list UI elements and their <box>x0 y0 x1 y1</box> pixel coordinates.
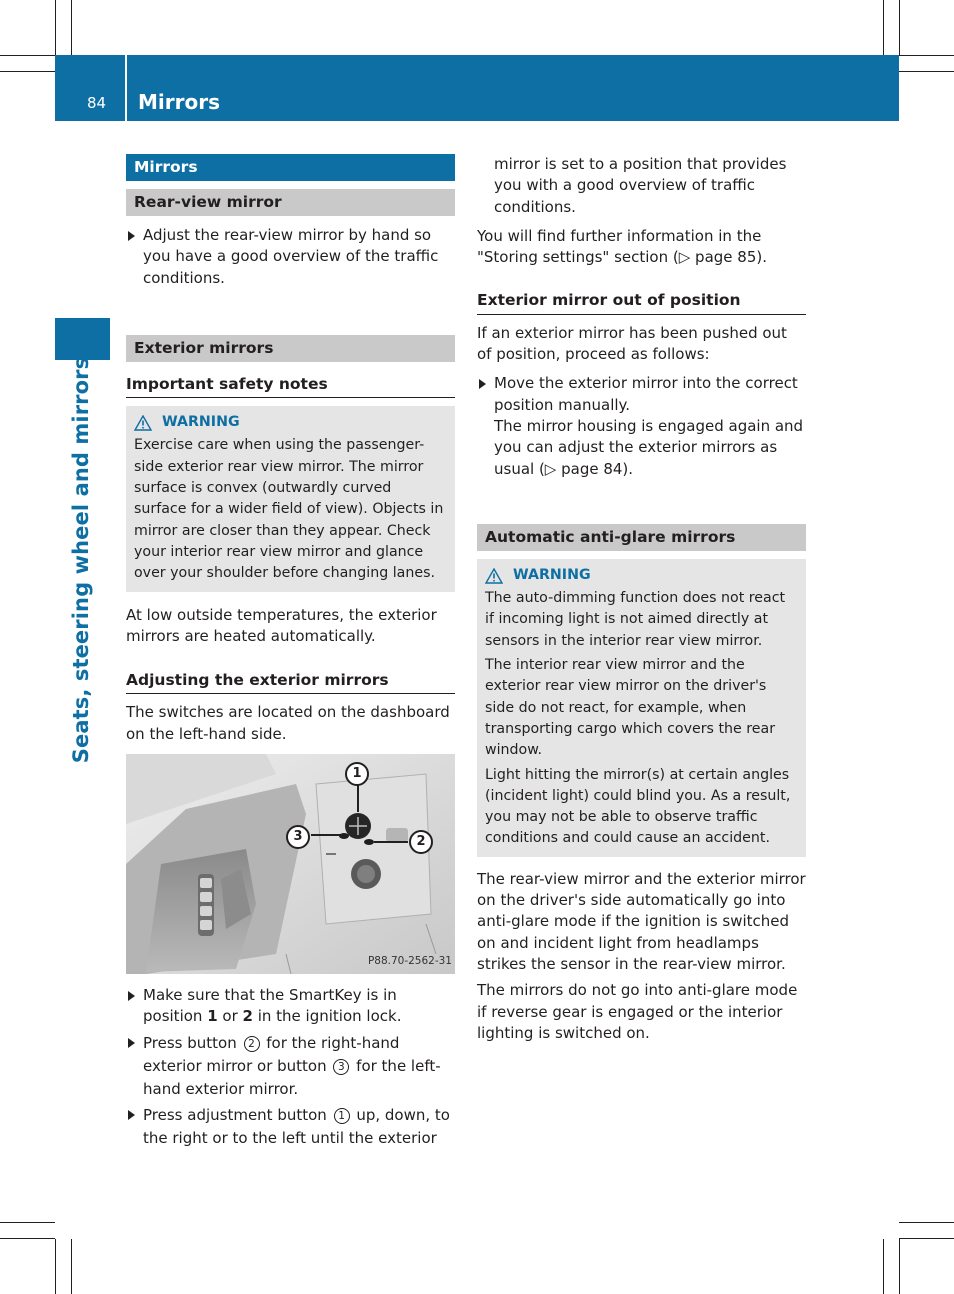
paragraph: The mirrors do not go into anti-glare mode if reverse gear is engaged or the interior lighting is switched on. <box>477 981 798 1042</box>
heading-rear-view-mirror: Rear-view mirror <box>126 189 455 216</box>
warning-text: Exercise care when using the passenger-side exterior rear view mirror. The mirror surface is convex (outwardly curved surface for a wider field of view). Objects in mirror are closer than they appear. Check your interior rear view mirror and glance over your shoulder before changing lanes. <box>134 437 444 582</box>
text: up, down, to the right or to the left until the exterior <box>143 1105 450 1147</box>
warning-label: WARNING <box>513 566 591 583</box>
warning-box <box>477 559 806 857</box>
warning-triangle-icon <box>485 568 503 584</box>
crop-mark <box>0 1238 55 1239</box>
paragraph: At low outside temperatures, the exterior mirrors are heated automatically. <box>126 605 437 645</box>
warning-label: WARNING <box>162 414 240 431</box>
page-number: 84 <box>87 94 107 112</box>
right-column <box>477 154 806 1044</box>
subheading-out-of-position: Exterior mirror out of position <box>477 290 806 314</box>
text: or <box>217 1007 243 1026</box>
crop-mark <box>899 71 954 72</box>
crop-mark <box>883 1239 884 1294</box>
dashboard-switch-image <box>126 754 455 974</box>
page-title: Mirrors <box>138 90 220 114</box>
subheading-adjusting: Adjusting the exterior mirrors <box>126 670 455 694</box>
list-item <box>477 373 806 479</box>
paragraph: The rear-view mirror and the exterior mirror on the driver's side automatically go into anti-glare mode if the ignition is switched on and incident light from headlamps strikes the sensor in the rear-view mirror. <box>477 869 806 973</box>
header-divider <box>125 55 127 121</box>
button-number-badge: 1 <box>334 1108 350 1124</box>
position-number: 1 <box>207 1007 218 1026</box>
paragraph: You will find further information in the "Storing settings" section (▷ page 85). <box>477 226 767 267</box>
text: The mirror housing is engaged again and you can adjust the exterior mirrors as usual (▷ page 84). <box>494 416 804 478</box>
text: for the right-hand exterior mirror or button <box>143 1033 400 1075</box>
heading-anti-glare-mirrors: Automatic anti-glare mirrors <box>477 524 806 551</box>
mirror-switch-photo <box>126 754 455 974</box>
image-code: P88.70-2562-31 <box>367 954 452 967</box>
button-number-badge: 3 <box>333 1059 349 1075</box>
text: for the left-hand exterior mirror. <box>143 1056 441 1098</box>
callout-2: 2 <box>409 830 433 854</box>
chapter-tab-label: Seats, steering wheel and mirrors <box>69 356 93 764</box>
chapter-tab-marker <box>55 318 110 360</box>
callout-3: 3 <box>286 825 310 849</box>
warning-triangle-icon <box>134 415 152 431</box>
list-item <box>126 985 455 1028</box>
heading-exterior-mirrors: Exterior mirrors <box>126 335 455 362</box>
crop-mark <box>899 1239 900 1294</box>
paragraph: The switches are located on the dashboard on the left-hand side. <box>126 703 450 743</box>
crop-mark <box>883 0 884 55</box>
list-item <box>126 1104 455 1150</box>
list-item-continuation: mirror is set to a position that provides you with a good overview of traffic conditions. <box>494 155 787 216</box>
page-header <box>55 55 899 121</box>
text: Move the exterior mirror into the correct position manually. <box>494 374 798 414</box>
left-column <box>126 154 455 1150</box>
warning-text: The interior rear view mirror and the exterior rear view mirror on the driver's side do not react, for example, when transporting cargo which covers the rear window. <box>485 657 776 759</box>
subheading-safety-notes: Important safety notes <box>126 374 455 398</box>
crop-mark <box>55 0 56 55</box>
warning-heading <box>485 565 798 586</box>
callout-1: 1 <box>345 762 369 786</box>
text: in the ignition lock. <box>252 1007 402 1026</box>
warning-box <box>126 406 455 591</box>
crop-mark <box>899 1222 954 1223</box>
crop-mark <box>55 1239 56 1294</box>
warning-text: The auto-dimming function does not react if incoming light is not aimed directly at sensors in the interior rear view mirror. <box>485 590 786 649</box>
warning-text: Light hitting the mirror(s) at certain angles (incident light) could blind you. As a result, you may not be able to observe traffic conditions and could cause an accident. <box>485 766 791 847</box>
list-item <box>126 1032 455 1101</box>
warning-heading <box>134 412 447 433</box>
crop-mark <box>0 55 55 56</box>
button-number-badge: 2 <box>244 1036 260 1052</box>
crop-mark <box>0 71 55 72</box>
crop-mark <box>899 55 954 56</box>
crop-mark <box>899 1238 954 1239</box>
text: Press adjustment button <box>143 1105 332 1124</box>
text: Make sure that the SmartKey is in position <box>143 986 397 1026</box>
crop-mark <box>71 1239 72 1294</box>
text: Press button <box>143 1033 242 1052</box>
crop-mark <box>0 1222 55 1223</box>
paragraph: If an exterior mirror has been pushed out of position, proceed as follows: <box>477 323 787 364</box>
section-heading-mirrors: Mirrors <box>126 154 455 181</box>
crop-mark <box>899 0 900 55</box>
position-number: 2 <box>242 1007 253 1026</box>
crop-mark <box>71 0 72 55</box>
list-item: Adjust the rear-view mirror by hand so you have a good overview of the traffic conditions. <box>126 225 455 289</box>
